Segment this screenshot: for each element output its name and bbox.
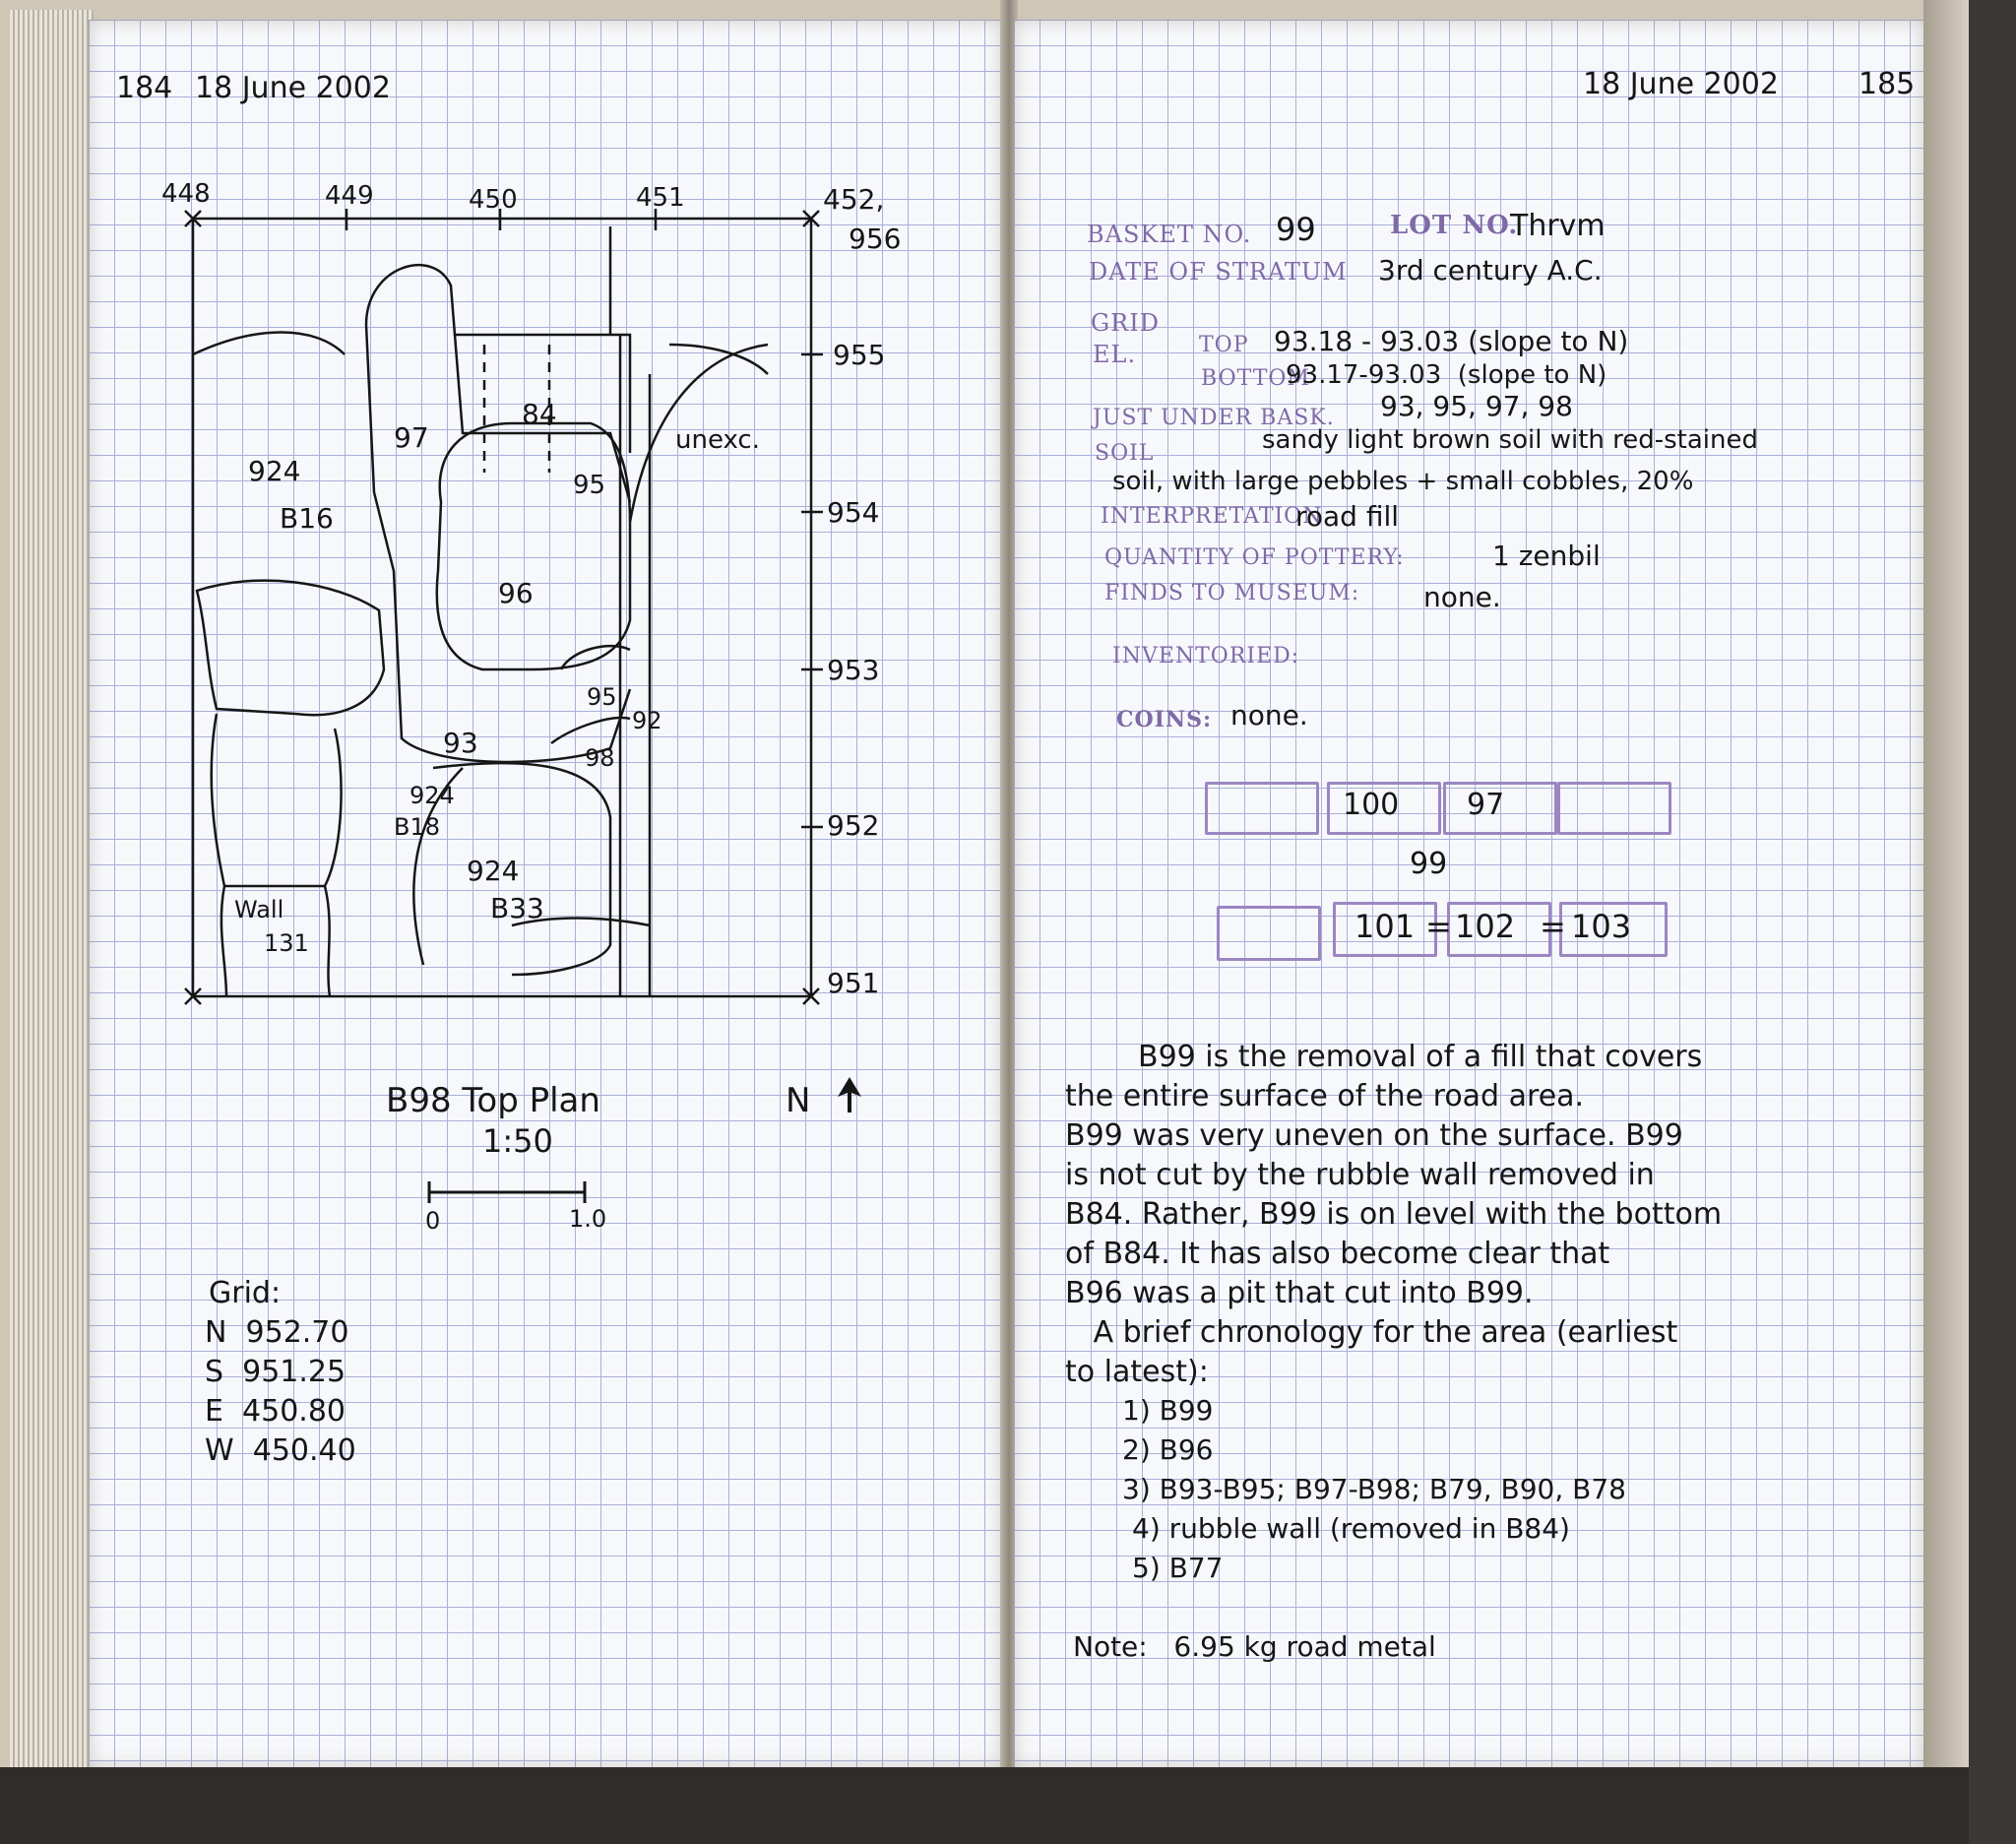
plan-title: B98 Top Plan [386, 1081, 600, 1120]
feature-outline [433, 763, 610, 975]
feature-outline [620, 335, 650, 996]
feature-outline [197, 581, 384, 716]
feature-label: B33 [490, 892, 544, 924]
feature-label: 924 [467, 855, 520, 887]
feature-label: Wall [234, 896, 284, 923]
harris-box [1557, 782, 1671, 835]
just-under-label: JUST UNDER BASK. [1093, 406, 1335, 430]
note-line: B99 is the removal of a fill that covers [1138, 1040, 1703, 1074]
soil-label: SOIL [1095, 441, 1155, 466]
date-stratum-label: DATE OF STRATUM [1089, 258, 1348, 286]
feature-label: 924 [248, 455, 301, 487]
feature-label: 95 [573, 471, 606, 500]
page-date: 18 June 2002 [1583, 67, 1779, 101]
y-label-952: 952 [827, 809, 880, 842]
note-line: the entire surface of the road area. [1065, 1079, 1585, 1113]
x-label-448: 448 [161, 179, 211, 209]
y-label-954: 954 [827, 496, 880, 529]
feature-label: 92 [632, 707, 662, 734]
note-line: 3) B93-B95; B97-B98; B79, B90, B78 [1122, 1473, 1626, 1505]
feature-label: B16 [280, 502, 334, 535]
feature-label: 924 [410, 782, 455, 809]
feature-label: 95 [587, 683, 617, 711]
harris-box [1205, 782, 1319, 835]
feature-outline [212, 714, 342, 886]
feature-outline [325, 886, 330, 996]
pottery-value: 1 zenbil [1492, 540, 1601, 572]
harris-box [1217, 906, 1321, 961]
interpretation-value: road fill [1295, 500, 1400, 533]
just-under-value: 93, 95, 97, 98 [1380, 390, 1573, 422]
grid-label: GRID [1091, 309, 1160, 337]
grid-row-w: W 450.40 [205, 1433, 356, 1468]
museum-value: none. [1423, 581, 1501, 613]
page-number: 184 [116, 71, 173, 105]
note-line: 5) B77 [1132, 1552, 1224, 1584]
feature-label: 97 [394, 421, 429, 454]
interpretation-label: INTERPRETATION [1101, 504, 1323, 529]
x-label-452: 452, [823, 183, 885, 216]
lot-label: LOT NO. [1390, 211, 1519, 240]
corner-label-956: 956 [849, 223, 902, 255]
x-label-451: 451 [636, 183, 685, 213]
north-arrow-icon [835, 1075, 864, 1114]
plan-scale: 1:50 [482, 1122, 553, 1160]
feature-label: 98 [585, 744, 615, 772]
notebook-bottom-edge [0, 1767, 1969, 1844]
feature-outline [221, 886, 226, 996]
page-stack [10, 10, 94, 1772]
note-line: of B84. It has also become clear that [1065, 1237, 1610, 1271]
pottery-label: QUANTITY OF POTTERY: [1104, 545, 1405, 570]
x-label-450: 450 [469, 185, 518, 215]
x-label-449: 449 [325, 181, 374, 211]
harris-equals: = [1540, 908, 1566, 945]
grid-heading: Grid: [209, 1276, 282, 1310]
harris-value-102: 102 [1455, 908, 1516, 945]
note-line: B96 was a pit that cut into B99. [1065, 1276, 1534, 1310]
date-stratum-value: 3rd century A.C. [1378, 254, 1603, 286]
coins-value: none. [1230, 699, 1308, 731]
basket-label: BASKET NO. [1087, 221, 1252, 248]
grid-row-e: E 450.80 [205, 1394, 346, 1429]
top-plan-drawing [138, 177, 886, 1063]
note-line: is not cut by the rubble wall removed in [1065, 1158, 1655, 1192]
feature-outline [437, 423, 630, 669]
grid-row-n: N 952.70 [205, 1315, 349, 1350]
lot-value: Thrvm [1510, 209, 1606, 243]
soil-value: sandy light brown soil with red-stained [1262, 425, 1759, 455]
y-label-955: 955 [833, 339, 886, 371]
note-line: to latest): [1065, 1355, 1209, 1389]
grid-row-s: S 951.25 [205, 1355, 346, 1389]
harris-value-100: 100 [1343, 788, 1400, 822]
notebook-right-edge [1923, 0, 1969, 1844]
note-line: 4) rubble wall (removed in B84) [1132, 1512, 1570, 1545]
bottom-label: BOTTOM [1201, 366, 1310, 391]
y-label-953: 953 [827, 654, 880, 686]
harris-center-99: 99 [1410, 847, 1448, 881]
feature-label: 93 [443, 727, 478, 759]
scalebar-start: 0 [425, 1207, 441, 1235]
harris-equals: = [1425, 908, 1452, 945]
museum-label: FINDS TO MUSEUM: [1104, 581, 1360, 605]
scalebar-end: 1.0 [569, 1205, 607, 1233]
inventoried-label: INVENTORIED: [1112, 644, 1300, 668]
feature-label: unexc. [675, 425, 760, 455]
feature-outline [669, 345, 768, 374]
top-label: TOP [1199, 333, 1249, 357]
harris-value-101: 101 [1354, 908, 1416, 945]
note-line: B99 was very uneven on the surface. B99 [1065, 1118, 1683, 1153]
feature-label: 131 [264, 929, 309, 957]
note-line: A brief chronology for the area (earliest [1065, 1315, 1678, 1350]
note-weight: Note: 6.95 kg road metal [1073, 1630, 1436, 1663]
scale-bar [423, 1177, 591, 1207]
note-line: B84. Rather, B99 is on level with the bottom [1065, 1197, 1723, 1232]
top-value: 93.18 - 93.03 (slope to N) [1274, 325, 1629, 357]
page-number: 185 [1858, 67, 1916, 101]
el-label: EL. [1093, 341, 1137, 368]
feature-label: 96 [498, 577, 534, 609]
north-label: N [786, 1081, 811, 1120]
y-label-951: 951 [827, 967, 880, 999]
feature-label: B18 [394, 813, 441, 841]
harris-value-103: 103 [1571, 908, 1632, 945]
soil-value-continued: soil, with large pebbles + small cobbles, 20% [1112, 467, 1694, 496]
note-line: 1) B99 [1122, 1394, 1214, 1427]
note-line: 2) B96 [1122, 1433, 1214, 1466]
basket-value: 99 [1276, 211, 1316, 248]
harris-value-97: 97 [1467, 788, 1505, 822]
coins-label: COINS: [1116, 707, 1213, 732]
feature-label: 84 [522, 398, 557, 430]
bottom-value: 93.17-93.03 (slope to N) [1286, 360, 1607, 390]
feature-outline [193, 333, 345, 355]
page-date: 18 June 2002 [195, 71, 391, 105]
